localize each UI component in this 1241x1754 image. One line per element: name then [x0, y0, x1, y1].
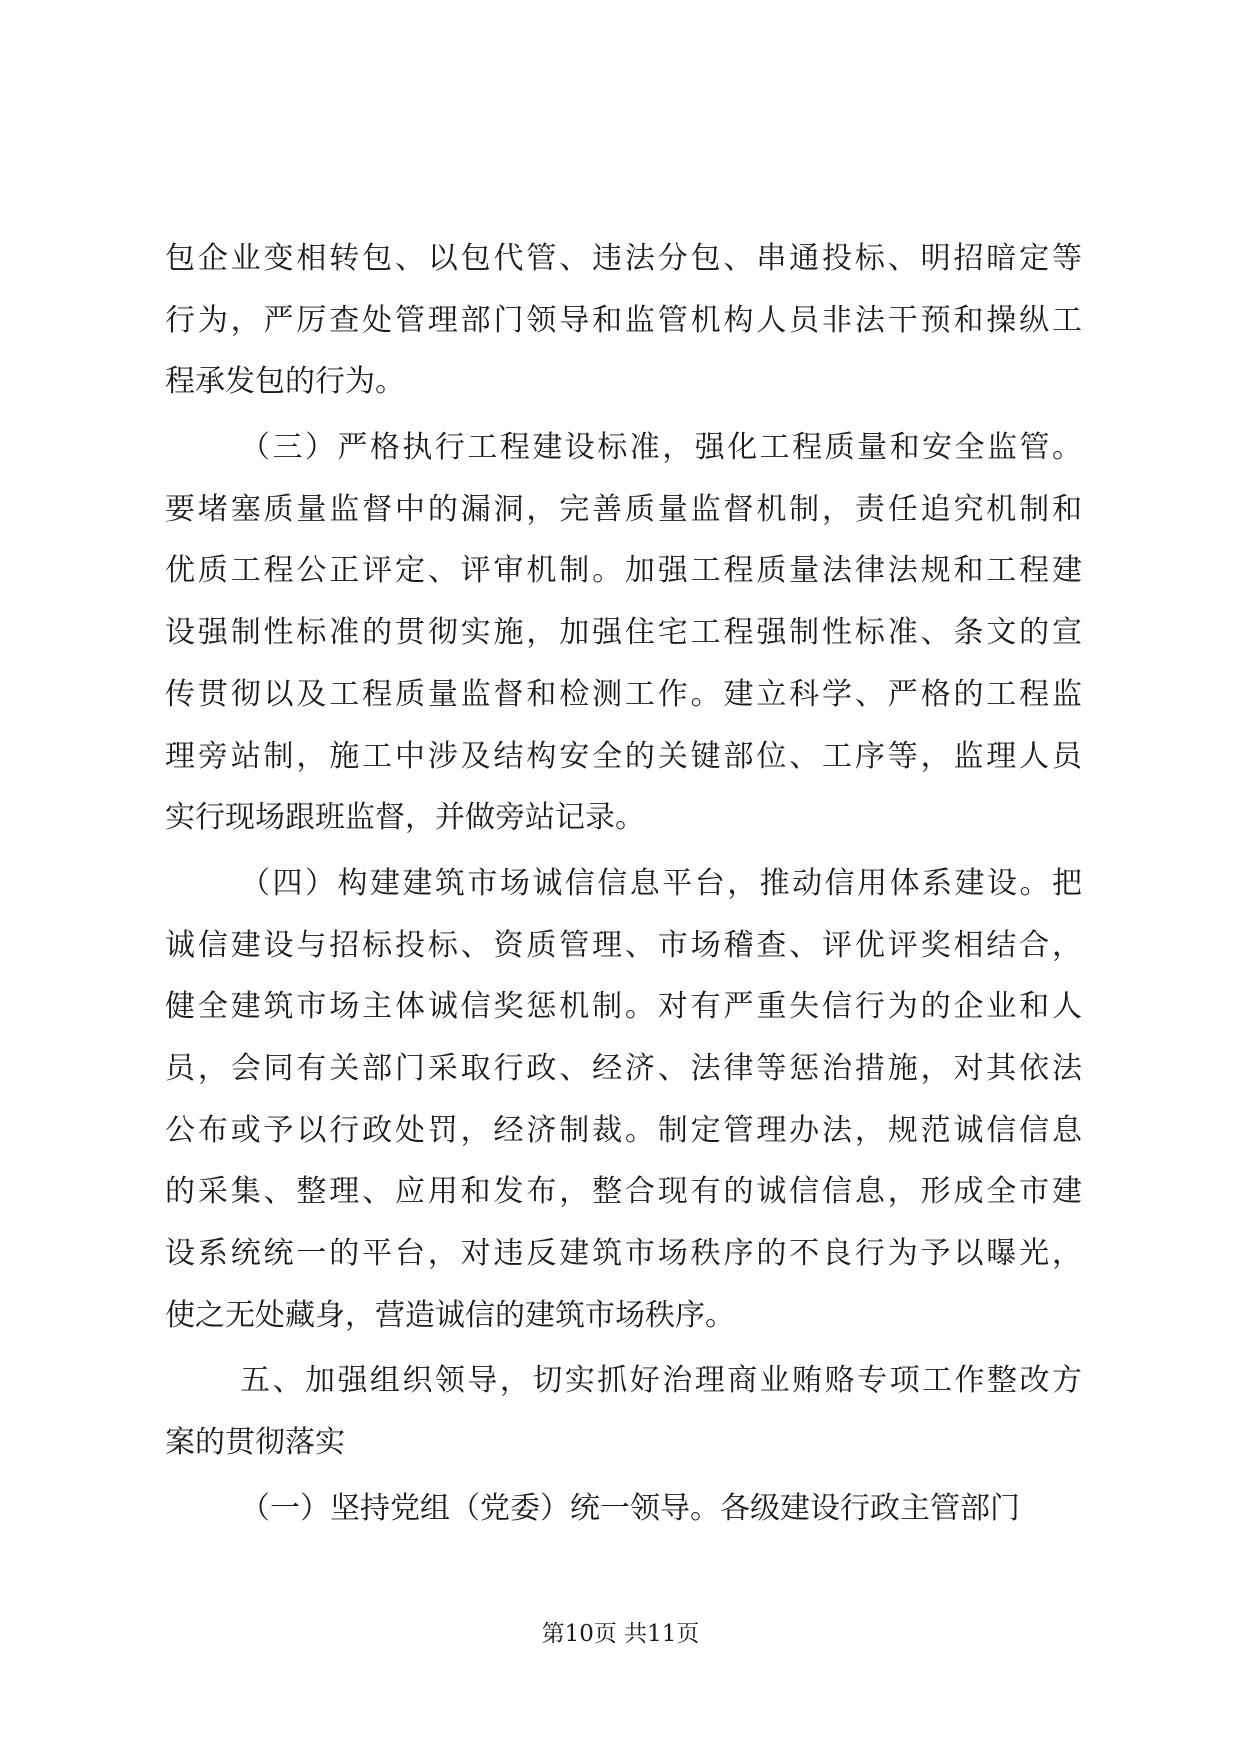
- text-line: 员，会同有关部门采取行政、经济、法律等惩治措施，对其依法: [165, 1050, 1082, 1086]
- text-line: 健全建筑市场主体诚信奖惩机制。对有严重失信行为的企业和人: [165, 989, 1082, 1025]
- text-line: （四）构建建筑市场诚信信息平台，推动信用体系建设。把: [240, 865, 1082, 901]
- text-line: 包企业变相转包、以包代管、违法分包、串通投标、明招暗定等: [165, 241, 1082, 276]
- text-line: 设系统统一的平台，对违反建筑市场秩序的不良行为予以曝光，: [165, 1236, 1082, 1271]
- text-line: 实行现场跟班监督，并做旁站记录。: [165, 800, 645, 836]
- paragraph-section-4: [165, 853, 1082, 1347]
- paragraph-subsection-1: [165, 1478, 1082, 1540]
- text-line: 行为，严厉查处管理部门领导和监管机构人员非法干预和操纵工: [165, 302, 1082, 338]
- text-line: 要堵塞质量监督中的漏洞，完善质量监督机制，责任追究机制和: [165, 491, 1082, 527]
- text-line: 优质工程公正评定、评审机制。加强工程质量法律法规和工程建: [165, 553, 1082, 589]
- text-line: 使之无处藏身，营造诚信的建筑市场秩序。: [165, 1297, 735, 1333]
- paragraph-continuation: [165, 228, 1082, 413]
- text-line: 程承发包的行为。: [165, 364, 405, 400]
- text-line: （三）严格执行工程建设标准，强化工程质量和安全监管。: [240, 430, 1082, 466]
- paragraph-section-3: [165, 417, 1082, 849]
- page-number-footer: 第10页 共11页: [541, 1621, 700, 1647]
- section-heading-5: [165, 1350, 1082, 1473]
- text-line: 案的贯彻落实: [165, 1425, 345, 1461]
- text-line: 公布或予以行政处罚，经济制裁。制定管理办法，规范诚信信息: [165, 1112, 1082, 1148]
- text-line: （一）坚持党组（党委）统一领导。各级建设行政主管部门: [240, 1490, 1020, 1526]
- text-line: 的采集、整理、应用和发布，整合现有的诚信信息，形成全市建: [165, 1174, 1082, 1210]
- text-line: 设强制性标准的贯彻实施，加强住宅工程强制性标准、条文的宣: [165, 615, 1082, 651]
- text-line: 诚信建设与招标投标、资质管理、市场稽查、评优评奖相结合，: [165, 927, 1082, 963]
- text-line: 理旁站制，施工中涉及结构安全的关键部位、工序等，监理人员: [165, 738, 1082, 774]
- text-line: 五、加强组织领导，切实抓好治理商业贿赂专项工作整改方: [240, 1363, 1082, 1399]
- body-text: [165, 228, 1082, 1539]
- text-line: 传贯彻以及工程质量监督和检测工作。建立科学、严格的工程监: [165, 676, 1082, 712]
